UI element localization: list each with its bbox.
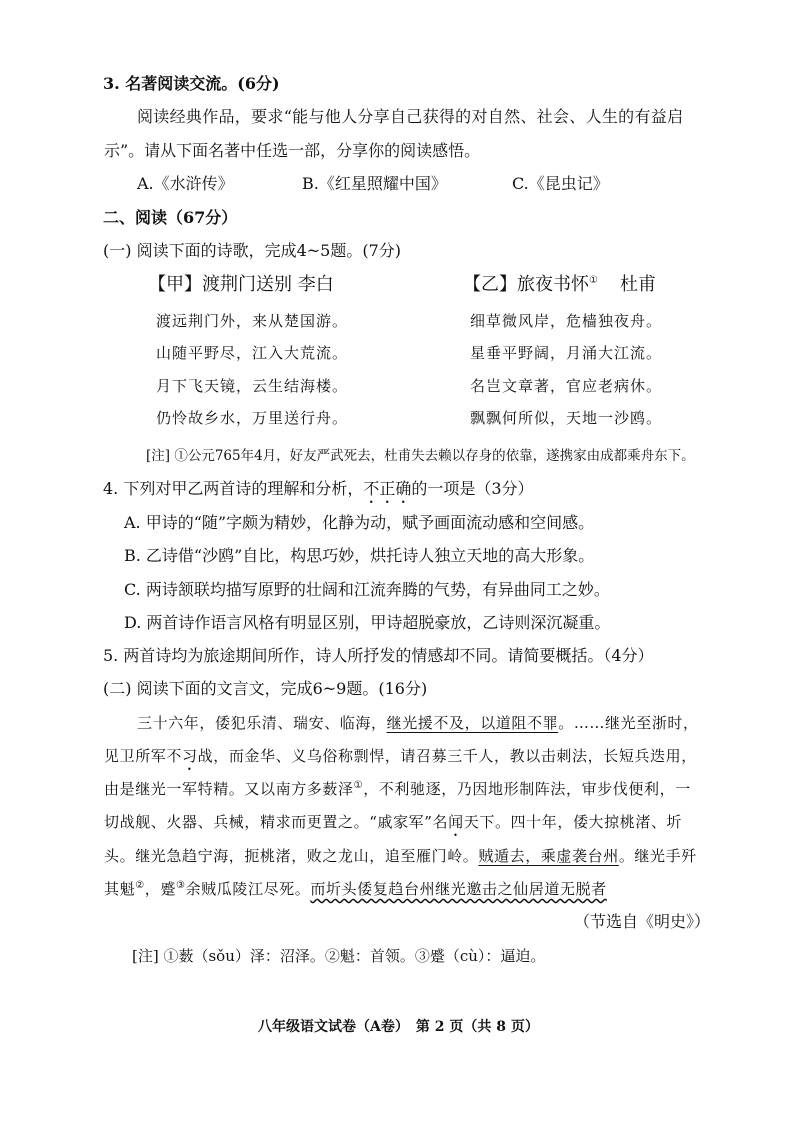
prose-line-1-a: 三十六年，倭犯乐清、瑞安、临海， [137, 714, 387, 732]
q4-title-emphasis: 不正确 [363, 479, 412, 498]
prose-line-3-b: ，不利驰逐，乃因地形制阵法，审步伐便利，一 [363, 780, 691, 798]
q4-option-a: A. 甲诗的“随”字颇为精妙，化静为动，赋予画面流动感和空间感。 [124, 513, 595, 532]
poem-yi-line-4: 飘飘何所似，天地一沙鸥。 [470, 409, 663, 427]
poem-jia-line-4: 仍怜故乡水，万里送行舟。 [156, 409, 349, 427]
underlined-sentence-2: 贼遁去，乘虚袭台州 [478, 847, 619, 865]
poem-yi-author: 杜甫 [619, 274, 656, 295]
q4-option-b: B. 乙诗借“沙鸥”自比，构思巧妙，烘托诗人独立天地的高大形象。 [124, 546, 595, 565]
dotted-word-wen: 闻 [448, 813, 464, 831]
prose-line-3 [104, 778, 691, 800]
q3-text-line1: 阅读经典作品，要求“能与他人分享自己获得的对自然、社会、人生的有益启 [137, 107, 684, 126]
poem-note: [注] ①公元765年4月，好友严武死去，杜甫失去赖以存身的依靠，遂携家由成都乘舟东下。 [146, 448, 695, 464]
q3-title: 3. 名著阅读交流。(6分) [103, 74, 280, 93]
poem-yi-line-1: 细草微风岸，危樯独夜舟。 [470, 312, 663, 330]
poem-yi-title [463, 274, 656, 296]
q5-title: 5. 两首诗均为旅途期间所作，诗人所抒发的情感却不同。请简要概括。（4分） [103, 646, 654, 665]
note-mark-1: ① [353, 780, 364, 791]
prose-line-4 [104, 811, 682, 840]
wavy-underlined-sentence: 而圻头倭复趋台州继光邀击之仙居道无脱者 [310, 880, 607, 898]
prose-line-6 [104, 878, 607, 900]
prose-line-5 [104, 845, 697, 867]
q4-title-pre: 4. 下列对甲乙两首诗的理解和分析， [103, 479, 364, 498]
note-mark-2: ② [135, 880, 145, 891]
q3-text-line2: 示”。请从下面名著中任选一部，分享你的阅读感悟。 [104, 141, 481, 160]
poem-jia-line-3: 月下飞天镜，云生结海楼。 [156, 377, 349, 395]
poem-jia-title: 【甲】渡荆门送别 李白 [148, 274, 334, 295]
page-footer: 八年级语文试卷（A卷） 第 2 页（共 8 页） [258, 1019, 539, 1035]
q3-option-a: A.《水浒传》 [137, 174, 234, 193]
note-mark-3: ③ [175, 880, 186, 891]
prose-line-1 [137, 712, 699, 734]
prose-line-6-c: 余贼瓜陵江尽死。 [185, 880, 311, 898]
prose-line-1-b: 。……继光至浙时， [558, 714, 699, 732]
q4-option-c: C. 两诗颔联均描写原野的壮阔和江流奔腾的气势，有异曲同工之妙。 [124, 580, 610, 599]
q4-option-d: D. 两首诗作语言风格有明显区别，甲诗超脱豪放，乙诗则深沉凝重。 [124, 613, 611, 632]
underlined-sentence-1: 继光援不及，以道阻不罪 [386, 714, 559, 732]
prose-line-5-b: 。继光手歼 [618, 847, 697, 865]
prose-line-2-a: 见卫所军不 [104, 747, 183, 765]
poem-jia-line-1: 渡远荆门外，来从楚国游。 [156, 312, 349, 330]
q3-option-c: C.《昆虫记》 [512, 174, 609, 193]
q4-title-post: 的一项是（3分） [411, 479, 534, 498]
poem-yi-title-text: 【乙】旅夜书怀 [463, 274, 589, 295]
prose-line-3-a: 由是继光一军特精。又以南方多薮泽 [104, 780, 354, 798]
section-title: 二、阅读（67分） [103, 208, 238, 227]
q3-option-b: B.《红星照耀中国》 [302, 174, 447, 193]
prose-line-6-b: ，蹙 [144, 880, 176, 898]
prose-line-5-a: 头。继光急趋宁海，扼桃渚，败之龙山，追至雁门岭。 [104, 847, 479, 865]
prose-line-6-a: 其魁 [104, 880, 136, 898]
q4-title [103, 478, 534, 507]
poem-yi-line-2: 星垂平野阔，月涌大江流。 [470, 344, 663, 362]
dotted-word-xi: 习 [182, 747, 198, 765]
prose-note: [注] ①薮（sǒu）泽：沼泽。②魁：首领。③蹙（cù）：逼迫。 [132, 947, 546, 965]
prose-line-4-b: 天下。四十年，倭大掠桃渚、圻 [463, 813, 683, 831]
part2-title: (二) 阅读下面的文言文，完成6~9题。(16分) [103, 679, 428, 698]
poem-yi-line-3: 名岂文章著，官应老病休。 [470, 377, 663, 395]
prose-line-2 [104, 745, 697, 774]
part1-title: (一) 阅读下面的诗歌，完成4~5题。(7分) [103, 241, 402, 260]
poem-yi-note-mark: ① [589, 275, 598, 286]
source-citation: （节选自《明史》） [574, 912, 711, 931]
prose-line-2-b: 战，而金华、义乌俗称剽悍，请召募三千人，教以击刺法，长短兵迭用， [197, 747, 697, 765]
poem-jia-line-2: 山随平野尽，江入大荒流。 [156, 344, 349, 362]
prose-line-4-a: 切战舰、火器、兵械，精求而更置之。“戚家军”名 [104, 813, 449, 831]
